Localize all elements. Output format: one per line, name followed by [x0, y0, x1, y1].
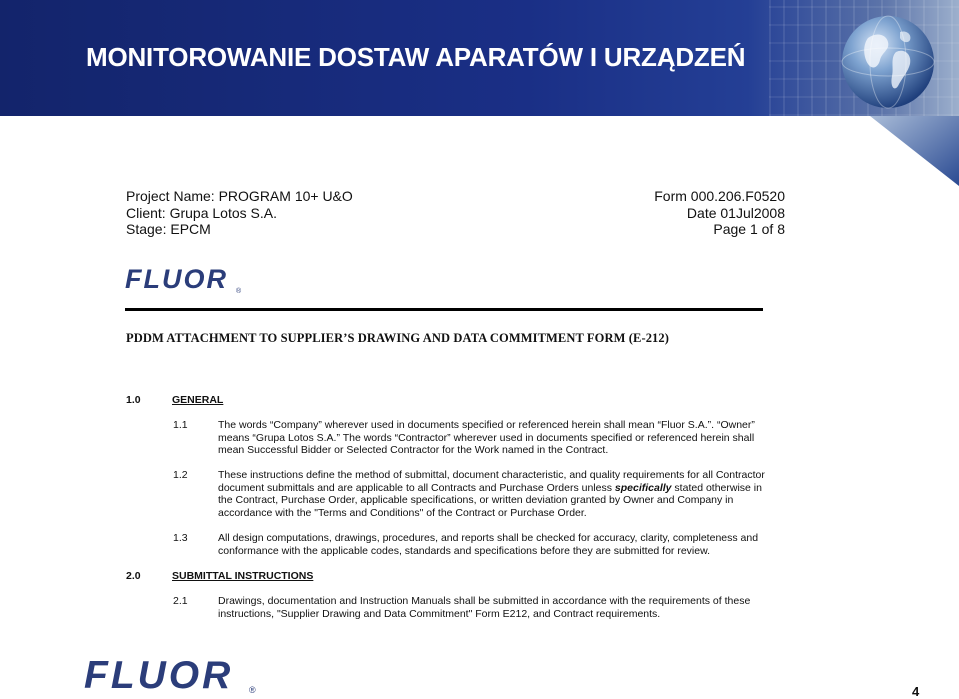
svg-text:FLUOR: FLUOR [125, 264, 228, 294]
project-name: Project Name: PROGRAM 10+ U&O [126, 188, 353, 204]
section-title: GENERAL [172, 394, 224, 406]
section-title: SUBMITTAL INSTRUCTIONS [172, 570, 314, 582]
document-scan [117, 178, 789, 624]
page-title: MONITOROWANIE DOSTAW APARATÓW I URZĄDZEŃ [86, 42, 746, 72]
svg-text:FLUOR: FLUOR [84, 655, 234, 695]
globe-icon [838, 12, 938, 112]
stage: Stage: EPCM [126, 221, 211, 237]
form-title: PDDM ATTACHMENT TO SUPPLIER’S DRAWING AND DATA COMMITMENT FORM (E-212) [126, 331, 670, 345]
paragraph-number: 2.1 [173, 595, 188, 607]
paragraph-text: All design computations, drawings, procedures, and reports shall be checked for accuracy, clarity, completeness and conformance with the applicable codes, standards and specifications before they are submitted for review. [218, 532, 759, 557]
section-number: 1.0 [126, 394, 141, 406]
document-page: Page 1 of 8 [713, 221, 785, 237]
form-number: Form 000.206.F0520 [654, 188, 785, 204]
fluor-logo [125, 264, 243, 294]
paragraph-number: 1.1 [173, 419, 188, 431]
svg-text:®: ® [236, 288, 242, 294]
divider [125, 308, 763, 311]
document-meta-left [126, 188, 353, 238]
footer-fluor-logo [84, 655, 260, 695]
paragraph-text: The words “Company” wherever used in documents specified or referenced herein shall mean “Fluor S.A.”. “Owner” means “Grupa Lotos S.A.” The words “Contractor” wherever used in documents specified or referenced herein shall mean Successful Bidder or Selected Contractor for the Work named in the Contract. [218, 419, 755, 457]
paragraph-text: These instructions define the method of submittal, document characteristic, and quality requirements for all Contractor document submittals and are applicable to all Contracts and Purchase Orders unless specifically stated otherwise in the Contract, Purchase Order, applicable specifications, or written deviation granted by Owner and Company in accordance with the "Terms and Conditions" of the Contract or Purchase Order. [218, 469, 765, 520]
paragraph-number: 1.3 [173, 532, 188, 544]
header-banner [0, 0, 959, 116]
paragraph-number: 1.2 [173, 469, 188, 481]
document-date: Date 01Jul2008 [686, 204, 785, 221]
slide-number: 4 [912, 684, 920, 699]
document-meta-right [654, 188, 785, 238]
paragraph-text: Drawings, documentation and Instruction Manuals shall be submitted in accordance with the requirements of these instructions, "Supplier Drawing and Data Commitment" Form E212, and Contract requirements. [218, 595, 751, 620]
corner-decoration [870, 116, 959, 186]
section-number: 2.0 [126, 570, 141, 582]
client-name: Client: Grupa Lotos S.A. [126, 204, 277, 221]
emphasis: specifically [614, 481, 672, 494]
svg-text:®: ® [249, 685, 256, 695]
